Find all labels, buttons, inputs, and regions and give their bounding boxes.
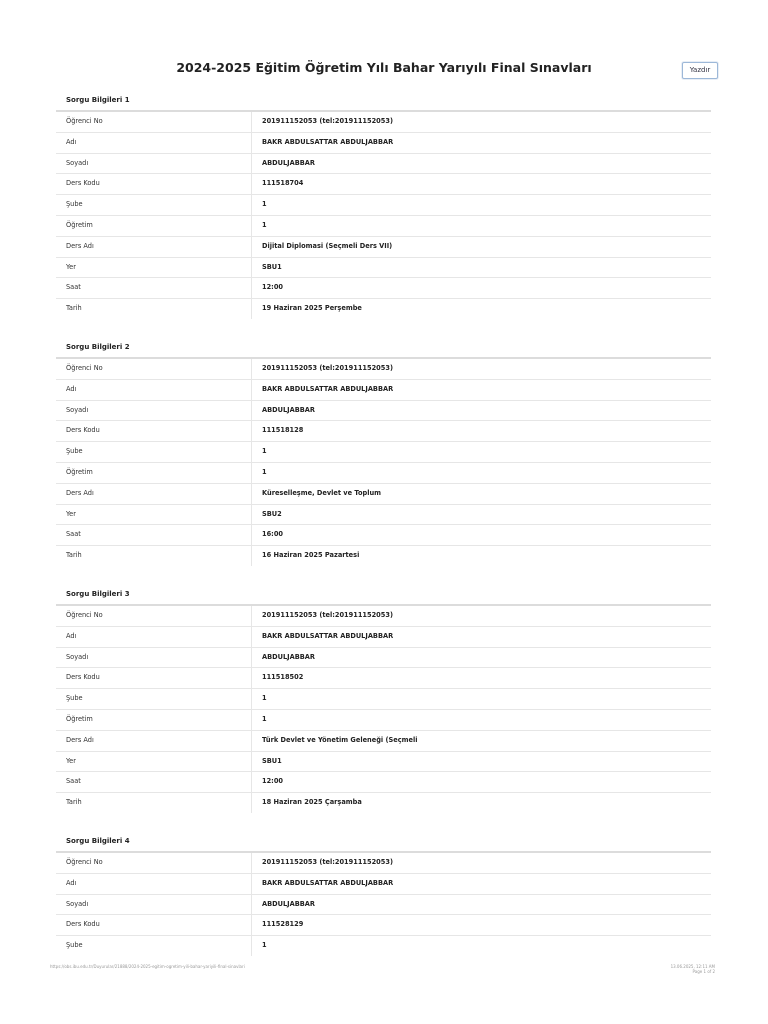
row-label: Öğretim [56, 463, 252, 483]
table-row [56, 752, 711, 773]
table-row [56, 380, 711, 401]
row-value: 19 Haziran 2025 Perşembe [262, 304, 362, 313]
table-row [56, 421, 711, 442]
table-row [56, 442, 711, 463]
table-row [56, 237, 711, 258]
row-value: 201911152053 (tel:201911152053) [262, 363, 393, 372]
footer-meta [671, 964, 715, 974]
table-row [56, 195, 711, 216]
row-label: Öğrenci No [56, 112, 252, 132]
row-value: 201911152053 (tel:201911152053) [262, 857, 393, 866]
row-value: 18 Haziran 2025 Çarşamba [262, 798, 362, 807]
row-label: Öğretim [56, 216, 252, 236]
row-label: Tarih [56, 793, 252, 813]
row-value: ABDULJABBAR [262, 899, 315, 908]
footer-date: 13.06.2025, 12:11 AM [670, 964, 715, 969]
row-value: 111518128 [262, 426, 304, 435]
table-row [56, 772, 711, 793]
info-section [56, 831, 711, 956]
table-row [56, 936, 711, 956]
row-value: 1 [262, 467, 267, 476]
row-label: Ders Adı [56, 237, 252, 257]
row-label: Soyadı [56, 401, 252, 421]
row-label: Öğrenci No [56, 853, 252, 873]
row-value: BAKR ABDULSATTAR ABDULJABBAR [262, 878, 394, 887]
row-label: Yer [56, 258, 252, 278]
info-table [56, 359, 711, 566]
row-label: Tarih [56, 299, 252, 319]
section-title: Sorgu Bilgileri 1 [56, 90, 711, 112]
row-value: SBU2 [262, 509, 282, 518]
row-value: 111518704 [262, 179, 304, 188]
row-value: Küreselleşme, Devlet ve Toplum [262, 488, 382, 497]
row-value: 1 [262, 714, 267, 723]
row-label: Yer [56, 752, 252, 772]
table-row [56, 874, 711, 895]
row-label: Saat [56, 772, 252, 792]
row-value: SBU1 [262, 756, 282, 765]
row-label: Şube [56, 689, 252, 709]
row-value: BAKR ABDULSATTAR ABDULJABBAR [262, 384, 394, 393]
row-value: ABDULJABBAR [262, 652, 315, 661]
table-row [56, 546, 711, 566]
section-gap [56, 566, 711, 584]
row-label: Adı [56, 380, 252, 400]
row-value: ABDULJABBAR [262, 405, 315, 414]
row-label: Ders Kodu [56, 915, 252, 935]
row-label: Saat [56, 278, 252, 298]
table-row [56, 710, 711, 731]
info-section [56, 584, 711, 813]
row-value: Dijital Diplomasi (Seçmeli Ders VII) [262, 241, 393, 250]
table-row [56, 359, 711, 380]
table-row [56, 915, 711, 936]
info-table [56, 606, 711, 813]
row-value: 1 [262, 200, 267, 209]
row-label: Tarih [56, 546, 252, 566]
row-value: 1 [262, 694, 267, 703]
section-gap [56, 319, 711, 337]
row-label: Öğrenci No [56, 606, 252, 626]
table-row [56, 505, 711, 526]
row-label: Adı [56, 627, 252, 647]
footer-page: Page 1 of 2 [692, 969, 715, 974]
row-value: 16 Haziran 2025 Pazartesi [262, 551, 360, 560]
table-row [56, 258, 711, 279]
row-label: Öğretim [56, 710, 252, 730]
row-value: BAKR ABDULSATTAR ABDULJABBAR [262, 631, 394, 640]
table-row [56, 731, 711, 752]
row-value: 16:00 [262, 530, 283, 539]
page-title: 2024-2025 Eğitim Öğretim Yılı Bahar Yarıyılı Final Sınavları [176, 60, 592, 75]
row-label: Öğrenci No [56, 359, 252, 379]
row-label: Adı [56, 874, 252, 894]
row-label: Ders Kodu [56, 421, 252, 441]
row-label: Şube [56, 442, 252, 462]
table-row [56, 853, 711, 874]
row-label: Ders Kodu [56, 174, 252, 194]
row-value: 111528129 [262, 920, 304, 929]
row-value: 201911152053 (tel:201911152053) [262, 117, 393, 125]
info-section [56, 90, 711, 319]
table-row [56, 793, 711, 813]
section-title: Sorgu Bilgileri 4 [56, 831, 711, 853]
footer-url: https://obs.ibu.edu.tr/Duyurular/21888/2024-2025-egitim-ogretim-yili-bahar-yariyili-final-sinavlari [50, 964, 245, 969]
table-row [56, 895, 711, 916]
table-row [56, 525, 711, 546]
row-value: 1 [262, 220, 267, 229]
table-row [56, 689, 711, 710]
row-label: Soyadı [56, 895, 252, 915]
table-row [56, 174, 711, 195]
row-label: Yer [56, 505, 252, 525]
row-label: Şube [56, 195, 252, 215]
row-value: BAKR ABDULSATTAR ABDULJABBAR [262, 137, 394, 146]
section-gap [56, 813, 711, 831]
section-title: Sorgu Bilgileri 3 [56, 584, 711, 606]
row-label: Şube [56, 936, 252, 956]
row-value: 201911152053 (tel:201911152053) [262, 610, 393, 619]
row-label: Ders Adı [56, 484, 252, 504]
table-row [56, 463, 711, 484]
row-label: Ders Kodu [56, 668, 252, 688]
table-row [56, 133, 711, 154]
row-label: Soyadı [56, 154, 252, 174]
table-row [56, 299, 711, 319]
table-row [56, 154, 711, 175]
row-label: Ders Adı [56, 731, 252, 751]
row-value: ABDULJABBAR [262, 158, 315, 167]
row-value: 111518502 [262, 673, 304, 682]
row-value: Türk Devlet ve Yönetim Geleneği (Seçmeli [262, 735, 418, 744]
table-row [56, 627, 711, 648]
row-value: 1 [262, 447, 267, 456]
row-label: Saat [56, 525, 252, 545]
section-title: Sorgu Bilgileri 2 [56, 337, 711, 359]
print-button[interactable]: Yazdır [682, 62, 718, 79]
row-value: 12:00 [262, 283, 283, 292]
table-row [56, 648, 711, 669]
info-table [56, 853, 711, 956]
table-row [56, 401, 711, 422]
table-row [56, 484, 711, 505]
table-row [56, 278, 711, 299]
table-row [56, 606, 711, 627]
row-value: 12:00 [262, 777, 283, 786]
row-label: Soyadı [56, 648, 252, 668]
table-row [56, 668, 711, 689]
page-header [0, 58, 768, 84]
exam-info-list [56, 90, 711, 956]
table-row [56, 216, 711, 237]
info-section [56, 337, 711, 566]
row-value: SBU1 [262, 262, 282, 271]
info-table [56, 112, 711, 319]
table-row [56, 112, 711, 133]
row-label: Adı [56, 133, 252, 153]
row-value: 1 [262, 941, 267, 950]
